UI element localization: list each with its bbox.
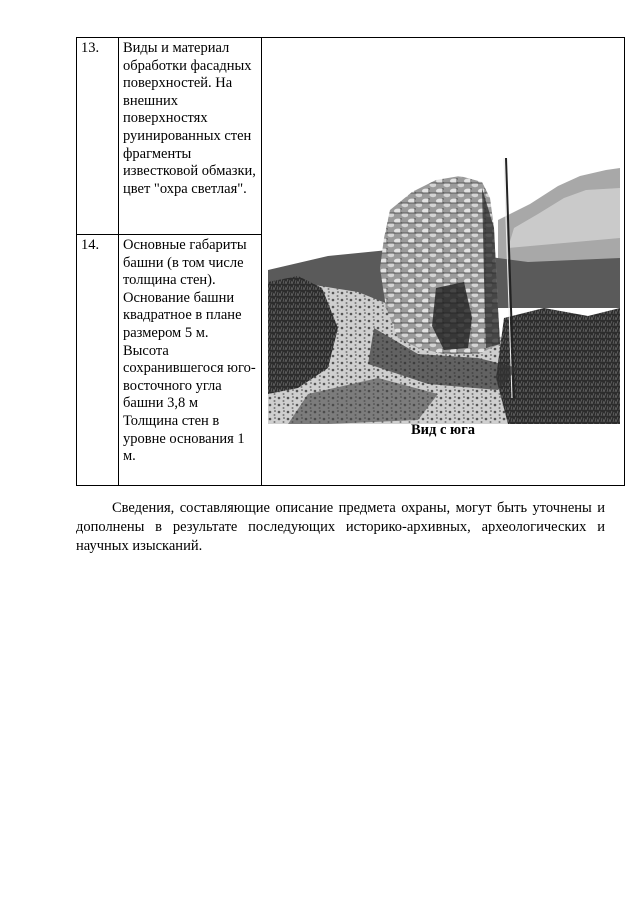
row-description (119, 38, 262, 235)
description-line: Основные габариты башни (в том числе толщина стен). (123, 237, 247, 289)
footer-paragraph: Сведения, составляющие описание предмета охраны, могут быть уточнены и дополнены в результате последующих историко-архивных, археологических и научных изысканий. (76, 500, 605, 554)
row-number: 14. (77, 235, 119, 486)
photo-caption: Вид с юга (411, 422, 475, 438)
description-line: Высота сохранившегося юго-восточного угла башни 3,8 м (123, 342, 256, 412)
row-description (119, 235, 262, 486)
description-line: Основание башни квадратное в плане размером 5 м. (123, 289, 242, 341)
features-table (76, 37, 625, 486)
row-number: 13. (77, 38, 119, 235)
table-row (77, 38, 625, 235)
photo-cell (262, 38, 625, 486)
tower-photo (268, 158, 620, 424)
description-line: Толщина стен в уровне основания 1 м. (123, 412, 245, 465)
description-line: Виды и материал обработки фасадных поверхностей. На внешних поверхностях руинированных стен фрагменты известковой обмазки, цвет "охра светлая". (123, 40, 256, 197)
